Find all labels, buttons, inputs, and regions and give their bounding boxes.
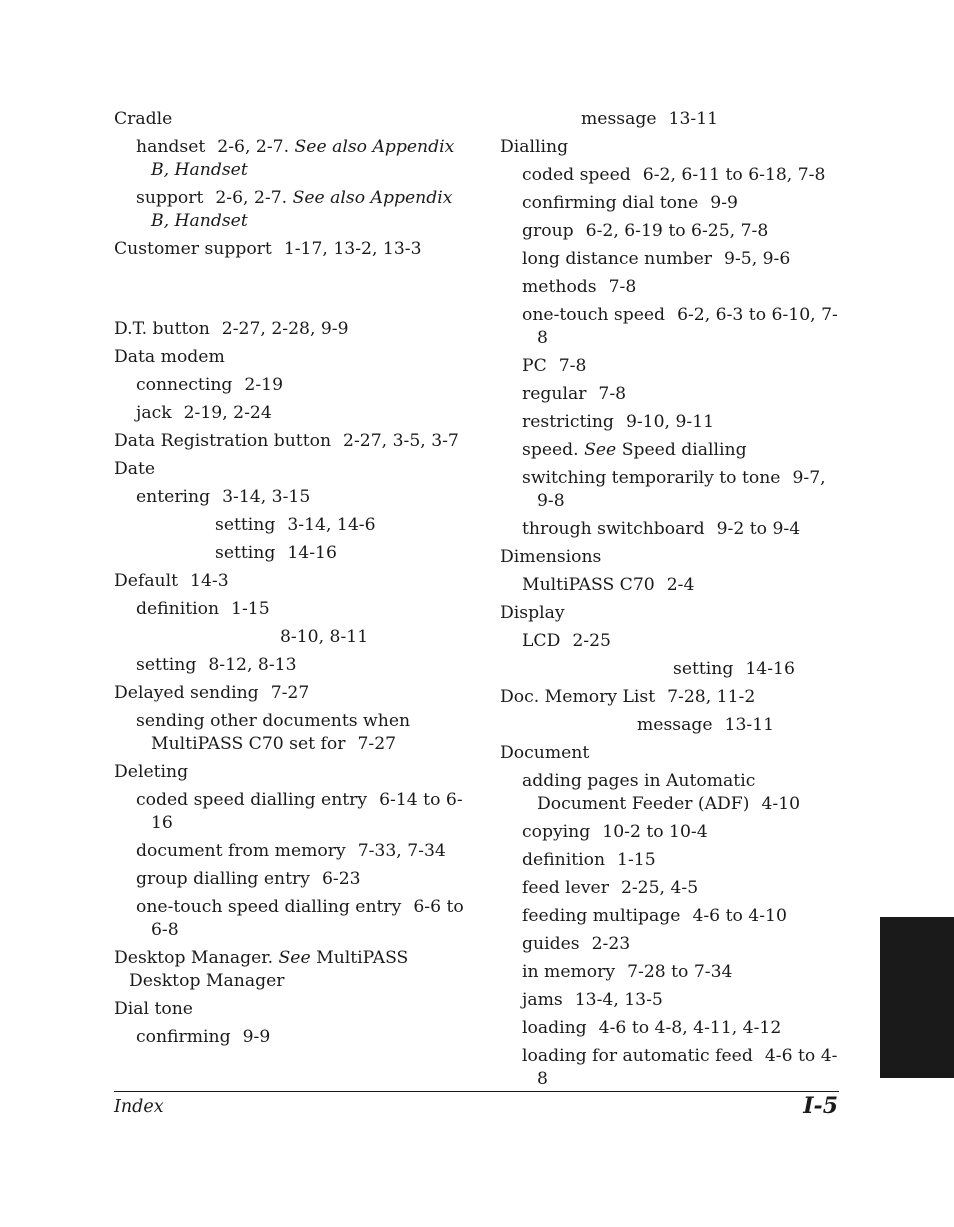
index-term: Cradle: [114, 109, 173, 129]
index-entry: [114, 346, 464, 369]
index-term: jack: [136, 403, 172, 423]
index-term: one-touch speed: [522, 305, 666, 325]
page-reference: 14-16: [745, 659, 795, 679]
index-entry: [114, 108, 464, 131]
page-reference: 9-10, 9-11: [625, 412, 715, 432]
page-reference: 2-6, 2-7.: [215, 188, 288, 208]
index-subentry: [136, 868, 464, 891]
index-term: PC: [522, 356, 547, 376]
index-subentry: [136, 896, 464, 942]
see-reference: See: [584, 440, 617, 460]
index-term: Display: [500, 603, 565, 623]
index-term: Delayed sending: [114, 683, 259, 703]
index-term: D.T. button: [114, 319, 210, 339]
index-term: entering: [136, 487, 211, 507]
index-subentry: [581, 108, 845, 131]
index-subentry: [522, 439, 845, 462]
index-entry: [500, 742, 845, 765]
page-reference: 9-9: [242, 1027, 271, 1047]
page-number: I-5: [803, 1093, 838, 1119]
index-subentry: [673, 658, 845, 681]
index-term: methods: [522, 277, 597, 297]
index-term: Data modem: [114, 347, 225, 367]
page-reference: 2-19: [244, 375, 284, 395]
index-subentry: [136, 374, 464, 397]
footer-divider: [114, 1091, 839, 1092]
see-reference: See: [278, 948, 311, 968]
page-reference: 1-17, 13-2, 13-3: [283, 239, 422, 259]
index-term: message: [581, 109, 657, 129]
see-reference: See also Appendix B, Handset: [151, 188, 453, 231]
page-reference: 7-27: [270, 683, 310, 703]
page-reference: 13-4, 13-5: [574, 990, 663, 1010]
index-term: Dialling: [500, 137, 569, 157]
index-subentry: [522, 849, 845, 872]
index-term: speed.: [522, 440, 579, 460]
index-term: Deleting: [114, 762, 189, 782]
index-subentry: [136, 1026, 464, 1049]
index-entry: [114, 998, 464, 1021]
index-entry: [500, 686, 845, 709]
index-subentry: [522, 164, 845, 187]
page-reference: 6-2, 6-3 to 6-10, 7-8: [537, 305, 838, 348]
index-term: Desktop Manager.: [114, 948, 274, 968]
index-subentry: [522, 467, 845, 513]
page-reference: 6-2, 6-11 to 6-18, 7-8: [642, 165, 826, 185]
index-subentry: [136, 840, 464, 863]
index-subentry: [522, 933, 845, 956]
page-reference: 13-11: [668, 109, 719, 129]
index-term: handset: [136, 137, 206, 157]
index-subentry: [522, 961, 845, 984]
page-reference: 2-19, 2-24: [183, 403, 272, 423]
index-subentry: [136, 710, 464, 756]
index-term: adding pages in Automatic Document Feeder (ADF): [522, 771, 756, 814]
page-reference: 13-11: [724, 715, 775, 735]
index-subentry: [522, 411, 845, 434]
index-entry: [114, 238, 464, 261]
index-term: one-touch speed dialling entry: [136, 897, 402, 917]
index-entry: [500, 602, 845, 625]
index-term: Doc. Memory List: [500, 687, 656, 707]
page-reference: 7-33, 7-34: [357, 841, 446, 861]
index-term: jams: [522, 990, 563, 1010]
index-subentry: [522, 574, 845, 597]
index-subentry: [136, 789, 464, 835]
page-reference: 6-2, 6-19 to 6-25, 7-8: [585, 221, 769, 241]
index-subentry: [522, 770, 845, 816]
page-reference: 8-10, 8-11: [280, 627, 369, 647]
index-term: loading: [522, 1018, 587, 1038]
index-entry: [114, 318, 464, 341]
index-entry: [114, 761, 464, 784]
footer-label: Index: [114, 1097, 164, 1117]
index-term: sending other documents when MultiPASS C70 set for: [136, 711, 411, 754]
page-reference: 6-6 to 6-8: [151, 897, 464, 940]
index-term: coded speed: [522, 165, 631, 185]
section-tab-marker: [880, 917, 954, 1078]
index-term: group: [522, 221, 574, 241]
index-term: confirming: [136, 1027, 231, 1047]
page-reference: 9-5, 9-6: [724, 249, 791, 269]
index-term: feed lever: [522, 878, 609, 898]
index-term: Default: [114, 571, 179, 591]
index-column-right: [500, 108, 845, 1096]
index-subentry: [637, 714, 845, 737]
index-term: group dialling entry: [136, 869, 310, 889]
index-subentry: [136, 136, 464, 182]
index-subentry: [522, 304, 845, 350]
page-reference: 1-15: [231, 599, 270, 619]
page-reference: 3-14, 3-15: [222, 487, 311, 507]
page-reference: 2-25, 4-5: [620, 878, 699, 898]
page-reference: 7-28, 11-2: [667, 687, 756, 707]
index-subentry: [522, 1017, 845, 1040]
index-subentry: [522, 905, 845, 928]
index-term: Document: [500, 743, 590, 763]
page-reference: 8-12, 8-13: [208, 655, 297, 675]
index-term: setting: [215, 515, 276, 535]
index-entry: [114, 430, 464, 453]
index-subentry: [215, 514, 464, 537]
page-reference: 2-6, 2-7.: [217, 137, 290, 157]
index-entry: [114, 682, 464, 705]
section-gap: [114, 266, 464, 318]
index-term: Dimensions: [500, 547, 602, 567]
index-subentry: [136, 402, 464, 425]
page-reference: 2-25: [572, 631, 611, 651]
index-subentry: [522, 630, 845, 653]
page-reference: 1-15: [617, 850, 656, 870]
index-term: copying: [522, 822, 591, 842]
page-reference: 14-3: [190, 571, 229, 591]
index-term: support: [136, 188, 204, 208]
index-entry: [114, 570, 464, 593]
page-reference: 2-27, 3-5, 3-7: [343, 431, 459, 451]
page-reference: 6-23: [321, 869, 361, 889]
index-subentry: [522, 989, 845, 1012]
index-term: feeding multipage: [522, 906, 681, 926]
index-subentry: [268, 626, 464, 649]
index-subentry: [522, 383, 845, 406]
index-term: restricting: [522, 412, 614, 432]
see-target: MultiPASS Desktop Manager: [129, 948, 409, 991]
page-reference: 9-2 to 9-4: [716, 519, 801, 539]
page-reference: 4-10: [761, 794, 801, 814]
page-reference: 7-27: [357, 734, 397, 754]
index-subentry: [522, 518, 845, 541]
index-subentry: [522, 821, 845, 844]
index-subentry: [522, 220, 845, 243]
index-entry: [500, 136, 845, 159]
page-reference: 4-6 to 4-8: [537, 1046, 838, 1089]
index-term: coded speed dialling entry: [136, 790, 368, 810]
index-term: long distance number: [522, 249, 713, 269]
index-subentry: [522, 248, 845, 271]
page-reference: 3-14, 14-6: [287, 515, 376, 535]
page-reference: 2-23: [591, 934, 631, 954]
index-term: in memory: [522, 962, 616, 982]
page-reference: 2-4: [666, 575, 695, 595]
index-term: setting: [136, 655, 197, 675]
index-term: loading for automatic feed: [522, 1046, 753, 1066]
index-term: Date: [114, 459, 156, 479]
index-term: definition: [522, 850, 606, 870]
index-term: confirming dial tone: [522, 193, 699, 213]
index-term: message: [637, 715, 713, 735]
index-subentry: [136, 486, 464, 509]
index-subentry: [136, 187, 464, 233]
page-reference: 7-28 to 7-34: [627, 962, 733, 982]
index-term: Dial tone: [114, 999, 193, 1019]
page-reference: 7-8: [608, 277, 637, 297]
index-subentry: [522, 276, 845, 299]
index-entry: [114, 947, 464, 993]
index-term: connecting: [136, 375, 233, 395]
page-reference: 6-14 to 6-16: [151, 790, 463, 833]
index-subentry: [522, 877, 845, 900]
index-term: setting: [673, 659, 734, 679]
index-term: Customer support: [114, 239, 272, 259]
index-subentry: [522, 192, 845, 215]
page-reference: 4-6 to 4-10: [692, 906, 787, 926]
page-reference: 14-16: [287, 543, 337, 563]
see-target: Speed dialling: [621, 440, 747, 460]
index-term: document from memory: [136, 841, 346, 861]
see-reference: See also Appendix B, Handset: [151, 137, 455, 180]
index-term: regular: [522, 384, 587, 404]
index-term: LCD: [522, 631, 561, 651]
page-reference: 9-9: [710, 193, 738, 213]
index-term: through switchboard: [522, 519, 705, 539]
page-reference: 9-7, 9-8: [537, 468, 826, 511]
index-entry: [114, 458, 464, 481]
index-subentry: [522, 1045, 845, 1091]
page-reference: 7-8: [598, 384, 627, 404]
index-term: MultiPASS C70: [522, 575, 655, 595]
index-column-left: [114, 108, 464, 1054]
index-subentry: [136, 654, 464, 677]
index-term: guides: [522, 934, 580, 954]
index-term: Data Registration button: [114, 431, 332, 451]
index-subentry: [215, 542, 464, 565]
index-term: setting: [215, 543, 276, 563]
page-reference: 4-6 to 4-8, 4-11, 4-12: [598, 1018, 782, 1038]
page-reference: 7-8: [558, 356, 587, 376]
index-entry: [500, 546, 845, 569]
index-subentry: [136, 598, 464, 621]
page-reference: 2-27, 2-28, 9-9: [221, 319, 349, 339]
index-term: switching temporarily to tone: [522, 468, 781, 488]
page-reference: 10-2 to 10-4: [602, 822, 708, 842]
index-term: definition: [136, 599, 220, 619]
index-subentry: [522, 355, 845, 378]
